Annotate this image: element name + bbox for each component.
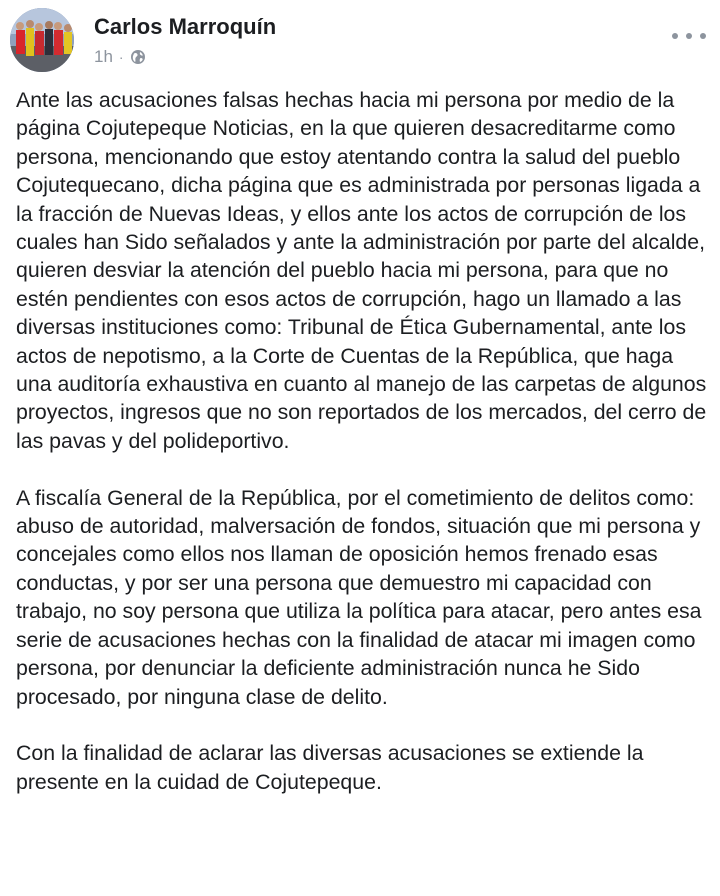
post-meta — [94, 46, 146, 68]
post-paragraph: Ante las acusaciones falsas hechas hacia mi persona por medio de la página Cojutepeque Noticias, en la que quieren desacreditarme como persona, mencionando que estoy atentando contra la salud del pueblo Cojutequecano, dicha página que es administrada por personas ligada a la fracción de Nuevas Ideas, y ellos ante los actos de corrupción de los cuales han Sido señalados y ante la administración por parte del alcalde, quieren desviar la atención del pueblo hacia mi persona, para que no estén pendientes con esos actos de corrupción, hago un llamado a las diversas instituciones como: Tribunal de Ética Gubernamental, ante los actos de nepotismo, a la Corte de Cuentas de la República, que haga una auditoría exhaustiva en cuanto al manejo de las carpetas de algunos proyectos, ingresos que no son reportados de los mercados, del cerro de las pavas y del polideportivo. — [16, 88, 707, 453]
author-name[interactable]: Carlos Marroquín — [94, 14, 277, 39]
post-paragraph: Con la finalidad de aclarar las diversas acusaciones se extiende la presente en la cuidad de Cojutepeque. — [16, 741, 644, 794]
post-paragraph: A fiscalía General de la República, por el cometimiento de delitos como: abuso de autoridad, malversación de fondos, situación que mi persona y concejales como ellos nos llaman de oposición hemos frenado esas conductas, y por ser una persona que demuestro mi capacidad con trabajo, no soy persona que utiliza la política para atacar, pero antes esa serie de acusaciones hechas con la finalidad de atacar mi imagen como persona, por denunciar la deficiente administración nunca he Sido procesado, por ninguna clase de delito. — [16, 485, 702, 709]
avatar-photo-icon — [10, 8, 74, 72]
post-header — [0, 0, 720, 80]
more-horizontal-icon — [686, 33, 692, 39]
globe-icon[interactable] — [130, 49, 146, 65]
more-horizontal-icon — [700, 33, 706, 39]
meta-separator: · — [118, 49, 124, 65]
more-horizontal-icon — [672, 33, 678, 39]
more-options-button[interactable] — [672, 24, 706, 48]
post-text — [16, 86, 712, 825]
post-timestamp[interactable]: 1h — [94, 47, 113, 66]
avatar[interactable] — [10, 8, 74, 72]
